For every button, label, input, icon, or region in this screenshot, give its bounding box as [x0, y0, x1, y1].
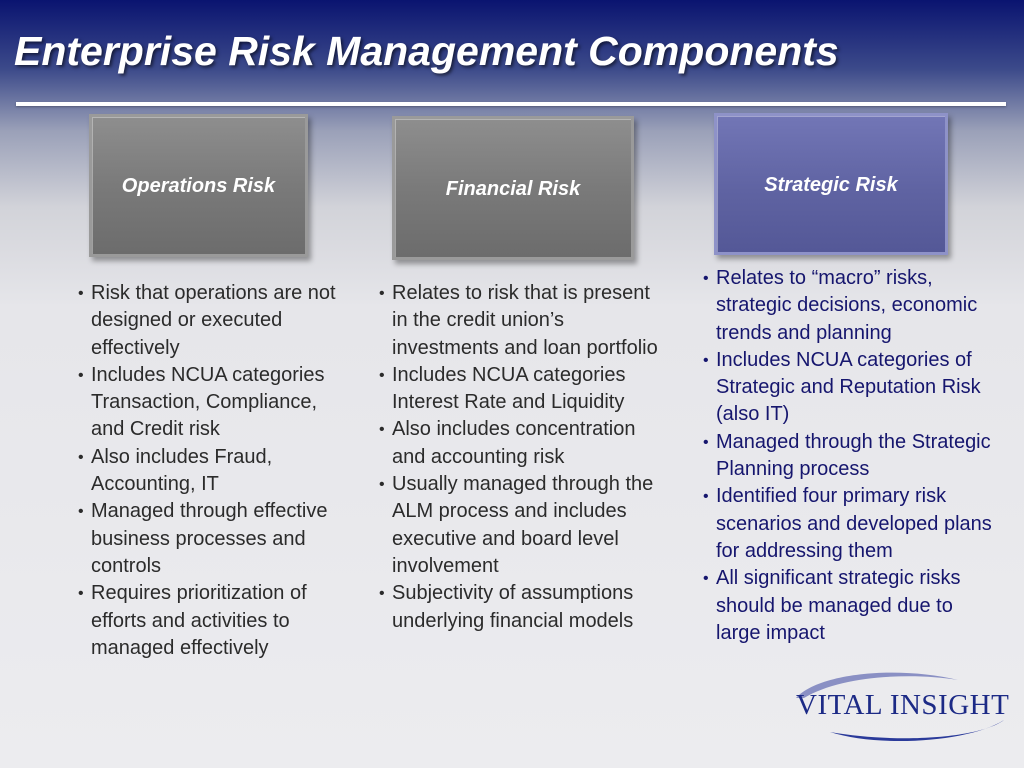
list-item: • Identified four primary risk scenarios and developed plans for addressing them — [703, 483, 995, 565]
list-item: • All significant strategic risks should be managed due to large impact — [703, 565, 995, 647]
financial-risk-heading: Financial Risk — [445, 178, 581, 200]
list-item: • Relates to “macro” risks, strategic decisions, economic trends and planning — [703, 265, 995, 347]
logo-word-insight: INSIGHT — [889, 689, 1010, 721]
financial-risk-list — [379, 280, 661, 635]
title-divider — [16, 102, 1006, 106]
list-item: • Includes NCUA categories of Strategic and Reputation Risk (also IT) — [703, 347, 995, 429]
operations-risk-heading: Operations Risk — [121, 175, 276, 197]
list-item: • Managed through effective business processes and controls — [78, 498, 346, 580]
logo-word-vital: VITAL — [796, 689, 883, 721]
list-item: • Includes NCUA categories Interest Rate and Liquidity — [379, 362, 661, 417]
vital-insight-logo — [790, 668, 1010, 744]
list-item: • Also includes concentration and accounting risk — [379, 416, 661, 471]
list-item: • Managed through the Strategic Planning process — [703, 429, 995, 484]
strategic-risk-heading: Strategic Risk — [764, 174, 898, 196]
list-item: • Requires prioritization of efforts and activities to managed effectively — [78, 580, 346, 662]
list-item: • Usually managed through the ALM process and includes executive and board level involvement — [379, 471, 661, 580]
operations-risk-box — [89, 114, 308, 257]
list-item: • Relates to risk that is present in the credit union’s investments and loan portfolio — [379, 280, 661, 362]
strategic-risk-box — [714, 113, 948, 255]
strategic-risk-list — [703, 265, 995, 647]
list-item: • Risk that operations are not designed or executed effectively — [78, 280, 346, 362]
logo-wordmark — [796, 689, 1009, 722]
operations-risk-list — [78, 280, 346, 662]
slide-title: Enterprise Risk Management Components — [14, 28, 839, 74]
list-item: • Subjectivity of assumptions underlying financial models — [379, 580, 661, 635]
list-item: • Includes NCUA categories Transaction, Compliance, and Credit risk — [78, 362, 346, 444]
financial-risk-box — [392, 116, 634, 260]
list-item: • Also includes Fraud, Accounting, IT — [78, 444, 346, 499]
